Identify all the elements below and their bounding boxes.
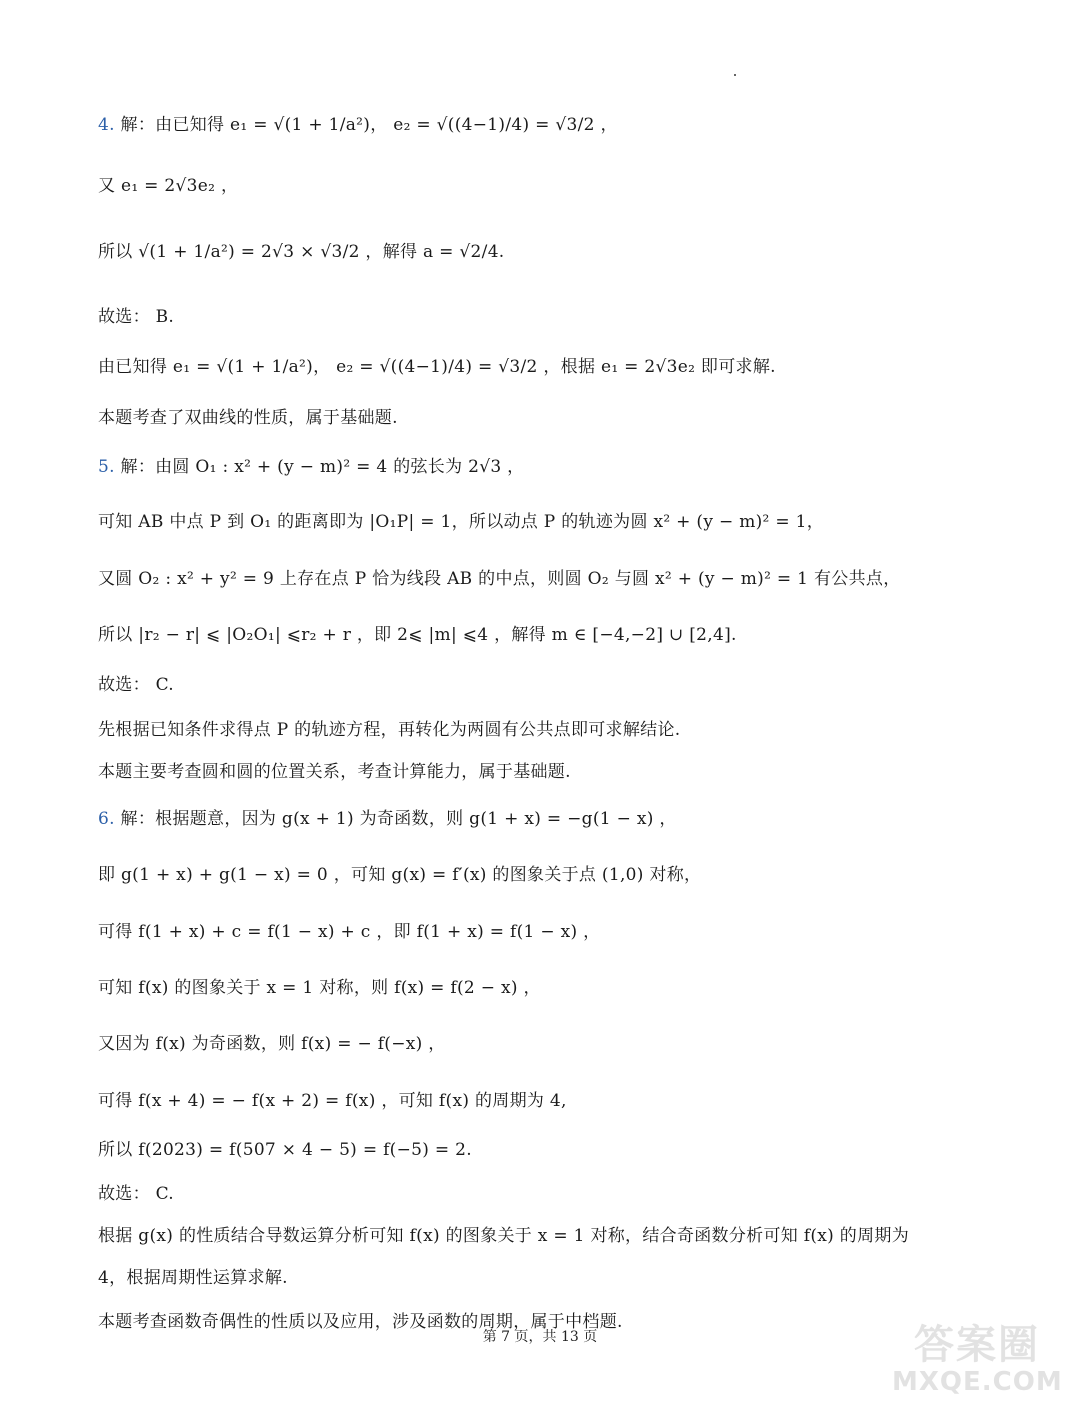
- text-line: [98, 760, 990, 784]
- line-text: 解：根据题意，因为 g(x + 1) 为奇函数，则 g(1 + x) = −g(1 − x) ，: [114, 809, 677, 829]
- line-text: 所以 √(1 + 1/a²) = 2√3 × √3/2 ，解得 a = √2/4.: [98, 242, 505, 262]
- line-text: 故选： C.: [98, 675, 175, 695]
- text-line: [98, 863, 990, 887]
- line-text: 可知 f(x) 的图象关于 x = 1 对称，则 f(x) = f(2 − x) ，: [98, 978, 541, 998]
- text-line: [98, 510, 990, 534]
- line-text: 所以 f(2023) = f(507 × 4 − 5) = f(−5) = 2.: [98, 1140, 472, 1160]
- line-text: 可得 f(1 + x) + c = f(1 − x) + c ，即 f(1 + x) = f(1 − x) ，: [98, 922, 601, 942]
- text-line: [98, 406, 990, 430]
- text-line: [98, 1182, 990, 1206]
- text-line: [98, 1224, 990, 1248]
- page-footer: 第 7 页，共 13 页: [482, 1329, 598, 1345]
- line-text: 本题考查了双曲线的性质，属于基础题.: [98, 408, 398, 428]
- text-line: [98, 673, 990, 697]
- line-text: 又因为 f(x) 为奇函数，则 f(x) = − f(−x) ，: [98, 1034, 446, 1054]
- watermark-site: MXQE.COM: [892, 1367, 1063, 1397]
- text-line: [98, 807, 990, 831]
- text-line: [98, 1089, 990, 1113]
- line-text: 所以 |r₂ − r| ⩽ |O₂O₁| ⩽r₂ + r ，即 2⩽ |m| ⩽4 ，解得 m ∈ [−4,−2] ∪ [2,4].: [98, 625, 737, 645]
- text-line: [98, 355, 990, 379]
- text-line: [98, 455, 990, 479]
- text-line: [98, 305, 990, 329]
- line-text: 故选： C.: [98, 1184, 175, 1204]
- watermark-seal: 答案圈: [914, 1322, 1040, 1368]
- text-line: [98, 1138, 990, 1162]
- text-line: [98, 1266, 990, 1290]
- line-text: 可得 f(x + 4) = − f(x + 2) = f(x) ，可知 f(x) 的周期为 4,: [98, 1091, 567, 1111]
- scan-speck: [734, 74, 736, 76]
- line-text: 即 g(1 + x) + g(1 − x) = 0 ，可知 g(x) = f′(x) 的图象关于点 (1,0) 对称，: [98, 865, 702, 885]
- line-text: 先根据已知条件求得点 P 的轨迹方程，再转化为两圆有公共点即可求解结论.: [98, 720, 681, 740]
- text-line: [98, 920, 990, 944]
- line-text: 又圆 O₂ : x² + y² = 9 上存在点 P 恰为线段 AB 的中点，则圆 O₂ 与圆 x² + (y − m)² = 1 有公共点，: [98, 569, 901, 589]
- line-text: 本题考查函数奇偶性的性质以及应用，涉及函数的周期，属于中档题.: [98, 1312, 623, 1332]
- problem-number: 5.: [98, 457, 115, 477]
- text-line: [98, 976, 990, 1000]
- problem-number: 6.: [98, 809, 115, 829]
- text-line: [98, 174, 990, 198]
- text-line: [98, 1032, 990, 1056]
- line-text: 可知 AB 中点 P 到 O₁ 的距离即为 |O₁P| = 1，所以动点 P 的轨迹为圆 x² + (y − m)² = 1，: [98, 512, 825, 532]
- line-text: 由已知得 e₁ = √(1 + 1/a²)， e₂ = √((4−1)/4) = √3/2 ，根据 e₁ = 2√3e₂ 即可求解.: [98, 357, 776, 377]
- text-line: [98, 567, 990, 591]
- text-line: [98, 240, 990, 264]
- problem-number: 4.: [98, 115, 115, 135]
- line-text: 解：由已知得 e₁ = √(1 + 1/a²)， e₂ = √((4−1)/4) = √3/2 ，: [114, 115, 618, 135]
- line-text: 又 e₁ = 2√3e₂ ，: [98, 176, 239, 196]
- line-text: 解：由圆 O₁ : x² + (y − m)² = 4 的弦长为 2√3 ，: [114, 457, 525, 477]
- text-line: [98, 623, 990, 647]
- text-line: [98, 113, 990, 137]
- line-text: 本题主要考查圆和圆的位置关系，考查计算能力，属于基础题.: [98, 762, 571, 782]
- text-line: [98, 718, 990, 742]
- line-text: 故选： B.: [98, 307, 175, 327]
- line-text: 根据 g(x) 的性质结合导数运算分析可知 f(x) 的图象关于 x = 1 对称，结合奇函数分析可知 f(x) 的周期为: [98, 1226, 910, 1246]
- line-text: 4，根据周期性运算求解.: [98, 1268, 288, 1288]
